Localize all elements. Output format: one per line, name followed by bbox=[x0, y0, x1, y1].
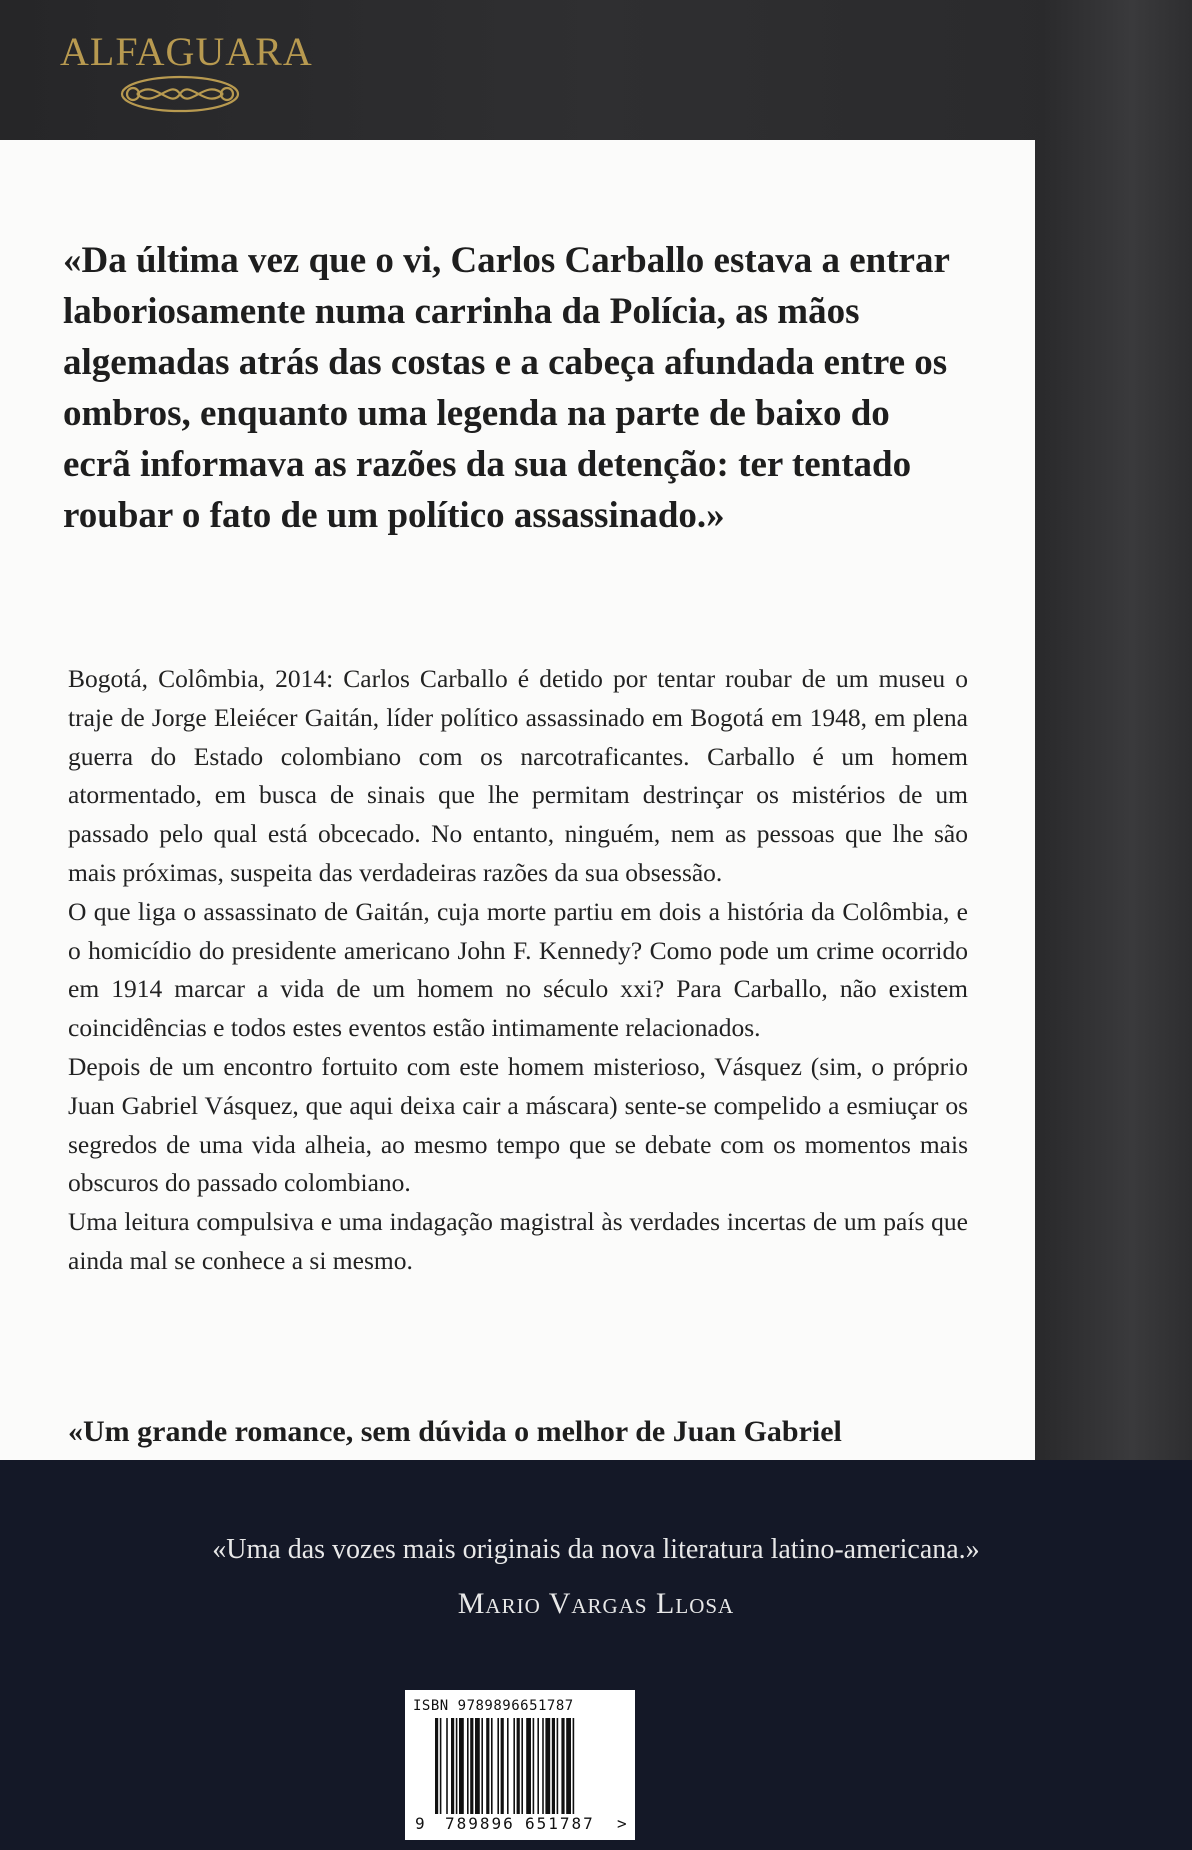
barcode-bar bbox=[440, 1718, 442, 1814]
critic-praise-partial: «Um grande romance, sem dúvida o melhor de Juan Gabriel bbox=[68, 1415, 842, 1448]
barcode-bar bbox=[481, 1718, 483, 1814]
synopsis-paragraph: Bogotá, Colômbia, 2014: Carlos Carballo é detido por tentar roubar de um museu o traje de Jorge Eleiécer Gaitán, líder político assassinado em Bogotá em 1948, em plena guerra do Estado colombiano com os narcotraficantes. Carballo é um homem atormentado, em busca de sinais que lhe permitam destrinçar os mistérios de um passado pelo qual está obcecado. No entanto, ninguém, nem as pessoas que lhe são mais próximas, suspeita das verdadeiras razões da sua obsessão. bbox=[68, 664, 968, 887]
barcode-bar bbox=[533, 1718, 535, 1814]
barcode-bar bbox=[573, 1718, 575, 1814]
barcode-bar bbox=[552, 1718, 555, 1814]
barcode-bar bbox=[491, 1718, 493, 1814]
barcode-bar bbox=[501, 1718, 504, 1814]
barcode-bar bbox=[561, 1718, 564, 1814]
barcode-group-2: 651787 bbox=[525, 1814, 595, 1833]
barcode-bar bbox=[545, 1718, 550, 1814]
barcode-bar bbox=[435, 1718, 438, 1814]
barcode-bar bbox=[456, 1718, 458, 1814]
barcode-bar bbox=[459, 1718, 464, 1814]
isbn-label: ISBN 9789896651787 bbox=[413, 1698, 574, 1714]
barcode-bar bbox=[470, 1718, 473, 1814]
barcode-bar bbox=[566, 1718, 571, 1814]
opening-quote: «Da última vez que o vi, Carlos Carballo estava a entrar laboriosamente numa carrinha da Polícia, as mãos algemadas atrás das costas e a cabeça afundada entre os ombros, enquanto uma legenda na parte de baixo do ecrã informava as razões da sua detenção: ter tentado roubar o fato de um político assassinado.» bbox=[63, 240, 950, 536]
barcode-lead-digit: 9 bbox=[415, 1814, 425, 1833]
barcode-bar bbox=[537, 1718, 539, 1814]
publisher-logo bbox=[60, 28, 313, 118]
barcode-bar bbox=[542, 1718, 544, 1814]
barcode-bar bbox=[475, 1718, 480, 1814]
barcode-bar bbox=[526, 1718, 531, 1814]
cover-edge bbox=[1042, 0, 1192, 1460]
barcode-bar bbox=[446, 1718, 448, 1814]
isbn-barcode bbox=[405, 1690, 635, 1840]
barcode-bar bbox=[467, 1718, 469, 1814]
white-text-panel bbox=[0, 140, 1035, 1460]
barcode-bar bbox=[451, 1718, 454, 1814]
synopsis bbox=[68, 660, 968, 1281]
barcode-group-1: 789896 bbox=[445, 1814, 515, 1833]
barcode-bar bbox=[497, 1718, 499, 1814]
synopsis-paragraph: Uma leitura compulsiva e uma indagação magistral às verdades incertas de um país que ainda mal se conhece a si mesmo. bbox=[68, 1207, 968, 1275]
synopsis-paragraph: Depois de um encontro fortuito com este homem misterioso, Vásquez (sim, o próprio Juan Gabriel Vásquez, que aqui deixa cair a máscara) sente-se compelido a esmiuçar os segredos de uma vida alheia, ao mesmo tempo que se debate com os momentos mais obscuros do passado colombiano. bbox=[68, 1051, 968, 1198]
barcode-trail: > bbox=[617, 1814, 627, 1833]
synopsis-paragraph: O que liga o assassinato de Gaitán, cuja morte partiu em dois a história da Colômbia, e o homicídio do presidente americano John F. Kennedy? Como pode um crime ocorrido em 1914 marcar a vida de um homem no século xxi? Para Carballo, não existem coincidências e todos estes eventos estão intimamente relacionados. bbox=[68, 896, 968, 1043]
endorsement-author: Mario Vargas Llosa bbox=[457, 1587, 735, 1620]
barcode-bar bbox=[517, 1718, 520, 1814]
barcode-bar bbox=[521, 1718, 523, 1814]
publisher-name: ALFAGUARA bbox=[60, 29, 313, 74]
barcode-bar bbox=[507, 1718, 509, 1814]
logo-flourish-icon bbox=[115, 72, 245, 116]
endorsement-quote: «Uma das vozes mais originais da nova literatura latino-americana.» bbox=[212, 1534, 980, 1565]
barcode-bar bbox=[486, 1718, 489, 1814]
barcode-bar bbox=[557, 1718, 559, 1814]
barcode-bar bbox=[513, 1718, 515, 1814]
barcode-bars bbox=[435, 1718, 615, 1814]
